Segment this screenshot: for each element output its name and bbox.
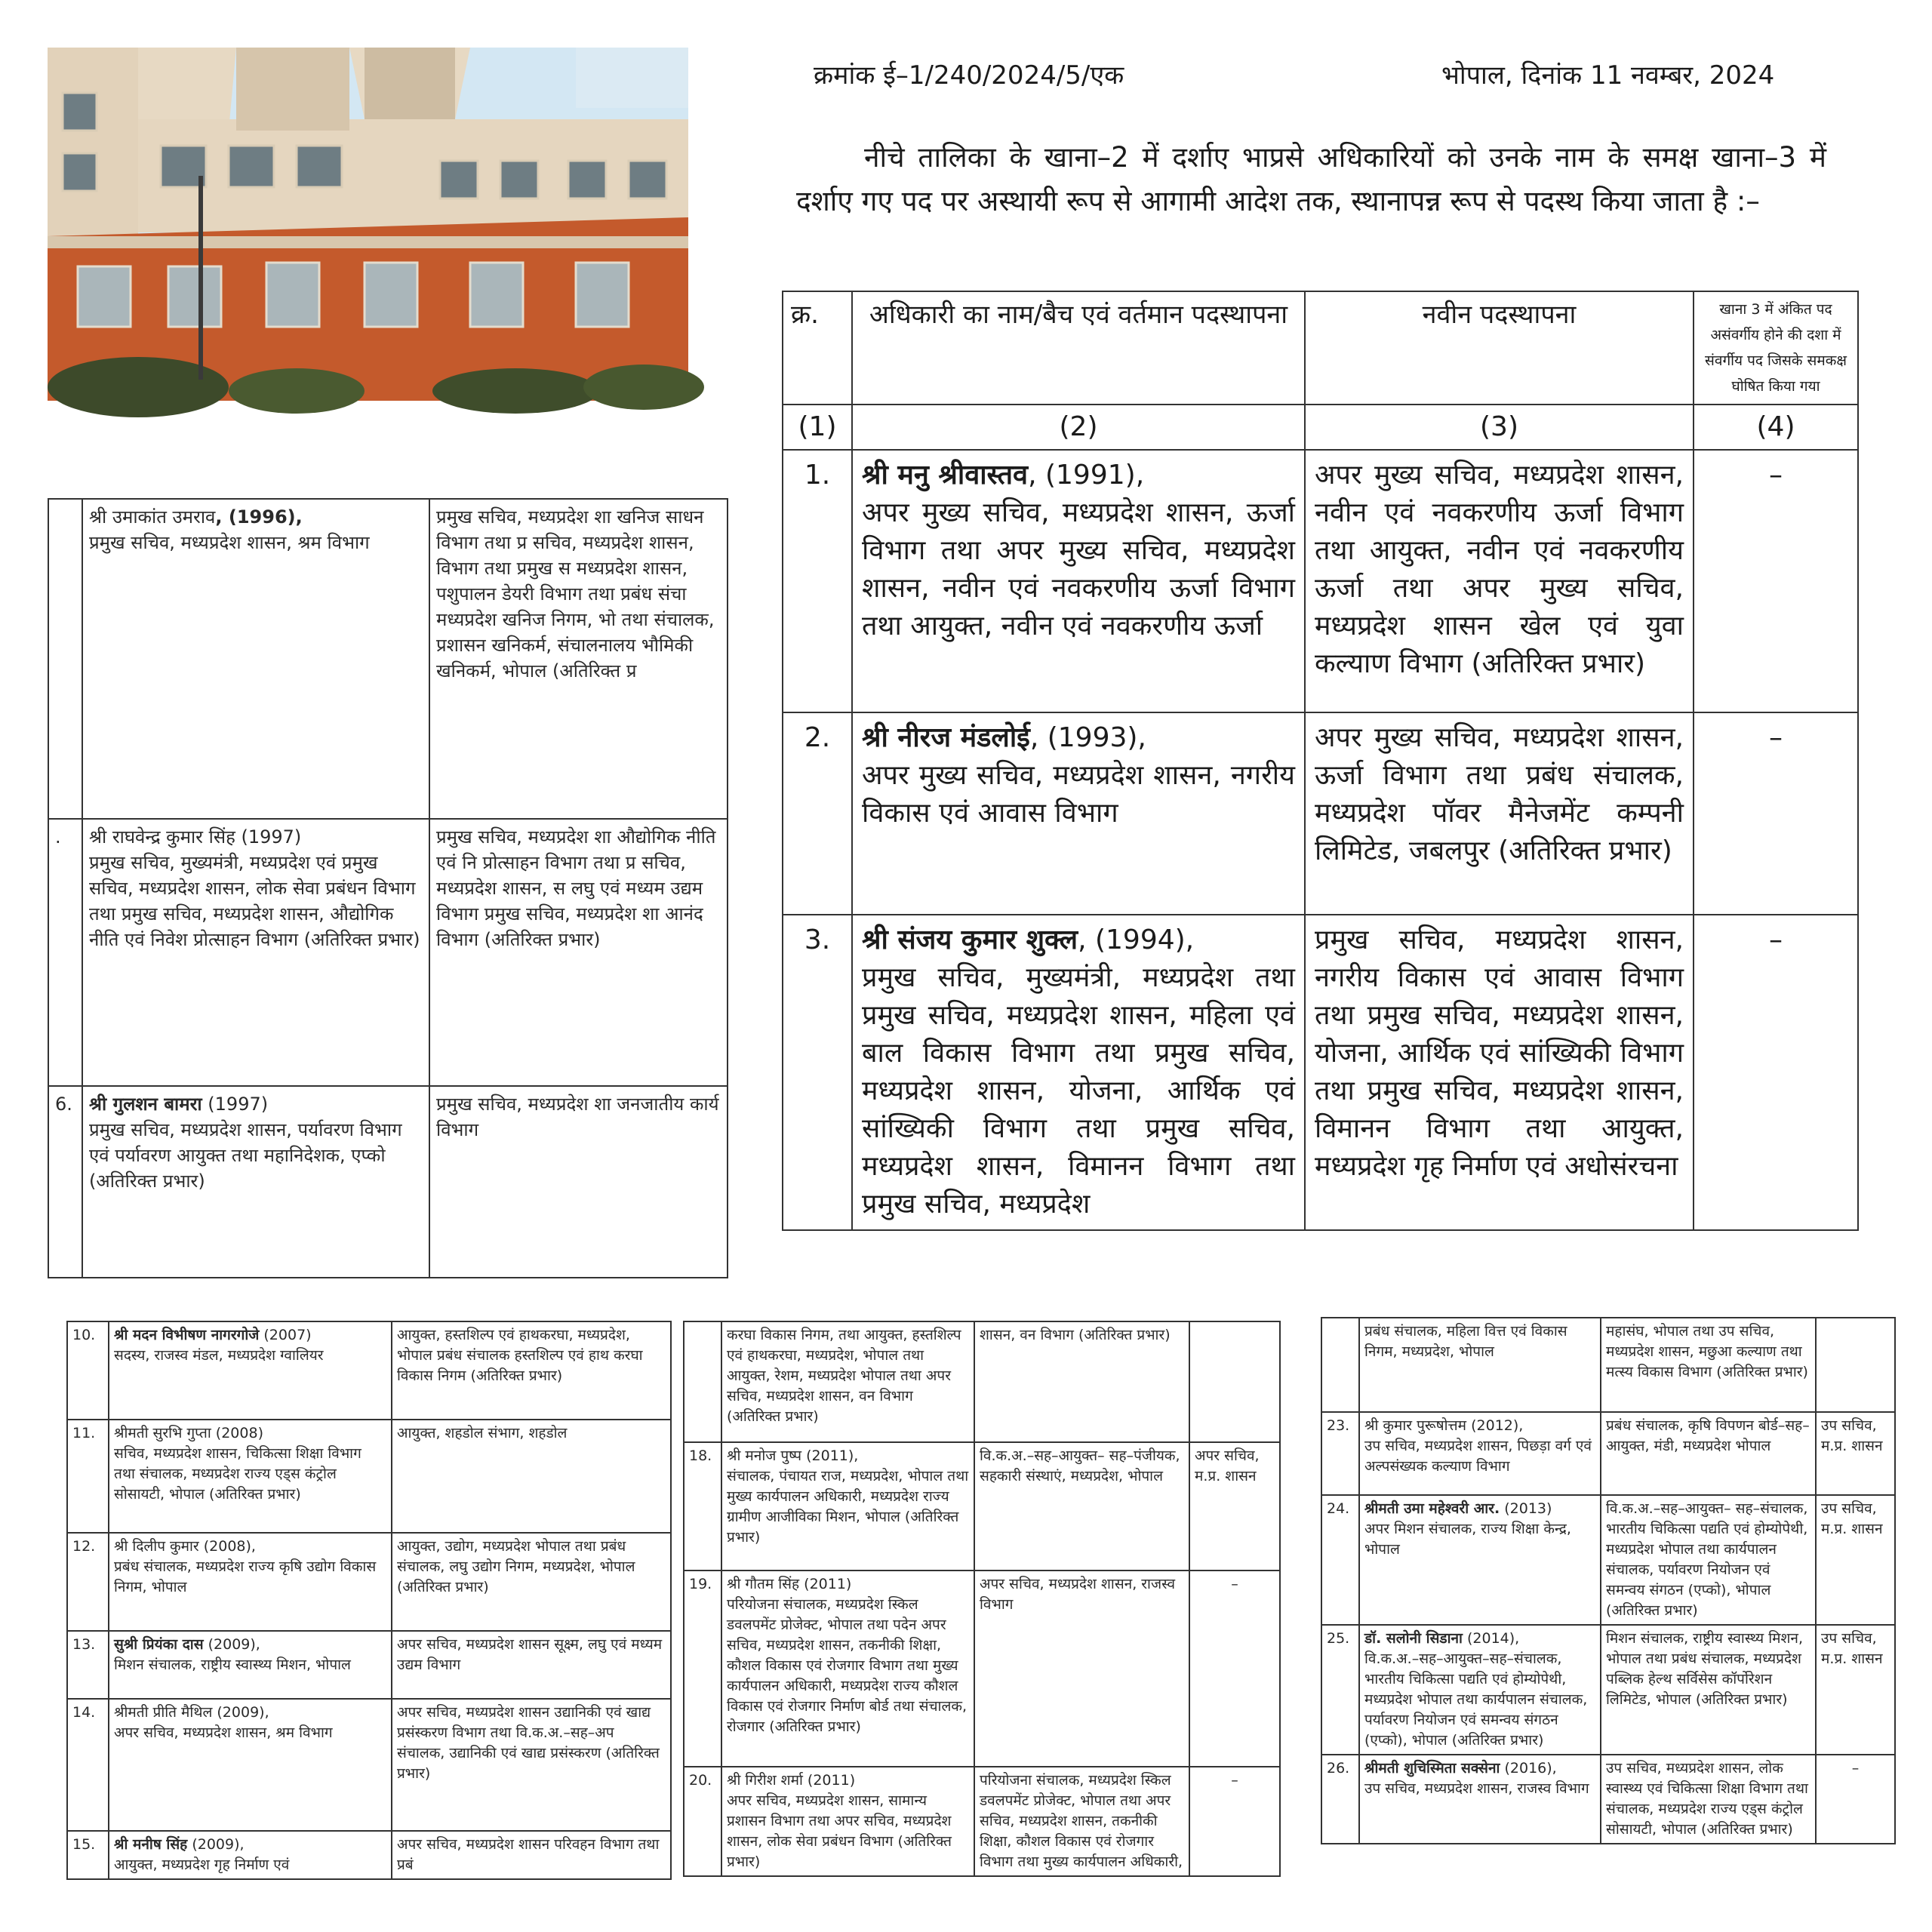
table-row <box>1321 1755 1895 1844</box>
table-row <box>783 915 1858 1230</box>
table-row <box>1321 1412 1895 1495</box>
officer-name: श्री राघवेन्द्र कुमार सिंह <box>89 826 235 848</box>
equivalent-post: अपर सचिव, म.प्र. शासन <box>1189 1442 1280 1571</box>
current-posting: प्रबंध संचालक, महिला वित्त एवं विकास निगम, मध्यप्रदेश, भोपाल <box>1359 1318 1601 1412</box>
current-posting: करघा विकास निगम, तथा आयुक्त, हस्तशिल्प एवं हाथकरघा, मध्यप्रदेश, भोपाल तथा आयुक्त, रेशम, मध्यप्रदेश भोपाल तथा अपर सचिव, मध्यप्रदेश शासन, वन विभाग (अतिरिक्त प्रभार) <box>721 1321 974 1442</box>
posting-table-fragment <box>1321 1317 1896 1844</box>
officer-name: श्री उमाकांत उमराव <box>89 506 216 528</box>
officer-name: श्री मनीष सिंह <box>114 1836 188 1853</box>
table-row <box>48 819 728 1086</box>
equivalent-post: उप सचिव, म.प्र. शासन <box>1816 1625 1895 1755</box>
current-posting: प्रमुख सचिव, मध्यप्रदेश शासन, श्रम विभाग <box>89 532 370 553</box>
new-posting: प्रमुख सचिव, मध्यप्रदेश शा खनिज साधन विभाग तथा प्र सचिव, मध्यप्रदेश शासन, विभाग तथा प्रमुख स मध्यप्रदेश शासन, पशुपालन डेयरी विभाग तथा प्रबंध संचा मध्यप्रदेश खनिज निगम, भो तथा संचालक, प्रशासन खनिकर्म, संचालनालय भौमिकी खनिकर्म, भोपाल (अतिरिक्त प्र <box>429 499 728 819</box>
serial-number <box>1321 1318 1359 1412</box>
table-row <box>783 712 1858 915</box>
officer-name: श्री गुलशन बामरा <box>89 1094 202 1115</box>
posting-table-fragment <box>66 1321 672 1880</box>
table-row <box>684 1571 1280 1767</box>
table-header-row <box>783 291 1858 405</box>
batch: (1997) <box>235 826 302 848</box>
equivalent-post: उप सचिव, म.प्र. शासन <box>1816 1412 1895 1495</box>
officer-cell <box>852 712 1305 915</box>
posting-table-fragment <box>48 498 728 1278</box>
batch: (2011), <box>801 1447 859 1464</box>
officer-cell <box>852 450 1305 712</box>
serial-number: 12. <box>67 1533 109 1631</box>
officer-cell <box>852 915 1305 1230</box>
serial-number: 6. <box>48 1086 82 1278</box>
building-illustration <box>48 48 688 401</box>
current-posting: प्रमुख सचिव, मुख्यमंत्री, मध्यप्रदेश एवं प्रमुख सचिव, मध्यप्रदेश शासन, लोक सेवा प्रबंधन विभाग तथा प्रमुख सचिव, मध्यप्रदेश शासन, औद्योगिक नीति एवं निवेश प्रोत्साहन विभाग (अतिरिक्त प्रभार) <box>89 852 420 950</box>
current-posting: अपर सचिव, मध्यप्रदेश शासन, सामान्य प्रशासन विभाग तथा अपर सचिव, मध्यप्रदेश शासन, लोक सेवा प्रबंधन विभाग (अतिरिक्त प्रभार) <box>727 1792 952 1870</box>
officer-cell <box>82 819 429 1086</box>
officer-name: श्री गिरीश शर्मा <box>727 1772 803 1789</box>
table-row <box>67 1631 671 1699</box>
order-fragment-bottom-left <box>66 1321 663 1894</box>
table-row <box>67 1831 671 1879</box>
new-posting: वि.क.अ.–सह–आयुक्त– सह–संचालक, भारतीय चिकित्सा पद्यति एवं होम्योपेथी, मध्यप्रदेश भोपाल तथा कार्यपालन संचालक, पर्यावरण नियोजन एवं समन्वय संगठन (एप्को), भोपाल (अतिरिक्त प्रभार) <box>1601 1495 1816 1625</box>
new-posting: परियोजना संचालक, मध्यप्रदेश स्किल डवलपमेंट प्रोजेक्ट, भोपाल तथा अपर सचिव, मध्यप्रदेश शासन, तकनीकी शिक्षा, कौशल विकास एवं रोजगार विभाग तथा मुख्य कार्यपालन अधिकारी, <box>974 1767 1189 1876</box>
order-number: क्रमांक ई–1/240/2024/5/एक <box>814 60 1124 91</box>
new-posting: अपर सचिव, मध्यप्रदेश शासन परिवहन विभाग तथा प्रबं <box>392 1831 671 1879</box>
serial-number: 26. <box>1321 1755 1359 1844</box>
new-posting: शासन, वन विभाग (अतिरिक्त प्रभार) <box>974 1321 1189 1442</box>
order-fragment-bottom-middle <box>683 1321 1279 1902</box>
officer-cell <box>721 1442 974 1571</box>
equivalent-post: – <box>1816 1755 1895 1844</box>
serial-number: 10. <box>67 1321 109 1420</box>
current-posting: आयुक्त, मध्यप्रदेश गृह निर्माण एवं <box>114 1857 290 1873</box>
table-row <box>67 1533 671 1631</box>
officer-cell <box>109 1420 392 1533</box>
current-posting: सदस्य, राजस्व मंडल, मध्यप्रदेश ग्वालियर <box>114 1347 324 1364</box>
serial-number: . <box>48 819 82 1086</box>
header-officer: अधिकारी का नाम/बैच एवं वर्तमान पदस्थापना <box>852 291 1305 405</box>
equivalent-post: – <box>1189 1767 1280 1876</box>
serial-number: 14. <box>67 1699 109 1831</box>
current-posting: प्रमुख सचिव, मध्यप्रदेश शासन, पर्यावरण विभाग एवं पर्यावरण आयुक्त तथा महानिदेशक, एप्को (अतिरिक्त प्रभार) <box>89 1119 402 1192</box>
officer-name: श्री मनोज पुष्प <box>727 1447 802 1464</box>
new-posting: मिशन संचालक, राष्ट्रीय स्वास्थ्य मिशन, भोपाल तथा प्रबंध संचालक, मध्यप्रदेश पब्लिक हेल्थ सर्विसेस कॉर्पोरेशन लिमिटेड, भोपाल (अतिरिक्त प्रभार) <box>1601 1625 1816 1755</box>
col-index: (2) <box>852 405 1305 450</box>
new-posting: प्रमुख सचिव, मध्यप्रदेश शा औद्योगिक नीति एवं नि प्रोत्साहन विभाग तथा प्र सचिव, मध्यप्रदेश शासन, स लघु एवं मध्यम उद्यम विभाग प्रमुख सचिव, मध्यप्रदेश शा आनंद विभाग (अतिरिक्त प्रभार) <box>429 819 728 1086</box>
serial-number: 2. <box>783 712 852 915</box>
table-row <box>67 1699 671 1831</box>
current-posting: प्रबंध संचालक, मध्यप्रदेश राज्य कृषि उद्योग विकास निगम, भोपाल <box>114 1558 377 1595</box>
batch: (2009), <box>187 1836 245 1853</box>
order-fragment-bottom-right <box>1321 1317 1894 1902</box>
batch: (2009), <box>212 1704 269 1721</box>
officer-name: श्री गौतम सिंह <box>727 1576 800 1592</box>
table-row <box>684 1442 1280 1571</box>
officer-name: श्रीमती प्रीति मैथिल <box>114 1704 213 1721</box>
officer-name: डॉ. सलोनी सिडाना <box>1364 1630 1463 1647</box>
new-posting: प्रबंध संचालक, कृषि विपणन बोर्ड–सह–आयुक्त, मंडी, मध्यप्रदेश भोपाल <box>1601 1412 1816 1495</box>
equivalent-post <box>1189 1321 1280 1442</box>
officer-cell <box>721 1767 974 1876</box>
equivalent-post: उप सचिव, म.प्र. शासन <box>1816 1495 1895 1625</box>
current-posting: उप सचिव, मध्यप्रदेश शासन, पिछड़ा वर्ग एवं अल्पसंख्यक कल्याण विभाग <box>1364 1438 1592 1475</box>
batch: (2012), <box>1466 1417 1524 1434</box>
new-posting: प्रमुख सचिव, मध्यप्रदेश शा जनजातीय कार्य विभाग <box>429 1086 728 1278</box>
officer-name: श्री नीरज मंडलोई <box>862 722 1030 753</box>
current-posting: अपर मुख्य सचिव, मध्यप्रदेश शासन, नगरीय विकास एवं आवास विभाग <box>862 760 1295 829</box>
serial-number: 24. <box>1321 1495 1359 1625</box>
equivalent-post: – <box>1694 450 1858 712</box>
batch: , (1994), <box>1078 924 1195 955</box>
building-photo <box>48 48 688 401</box>
equivalent-post: – <box>1189 1571 1280 1767</box>
table-row <box>783 450 1858 712</box>
current-posting: उप सचिव, मध्यप्रदेश शासन, राजस्व विभाग <box>1364 1780 1589 1797</box>
column-index-row <box>783 405 1858 450</box>
officer-name: श्रीमती सुरभि गुप्ता <box>114 1425 211 1441</box>
table-row <box>1321 1495 1895 1625</box>
current-posting: वि.क.अ.–सह–आयुक्त–सह–संचालक, भारतीय चिकित्सा पद्यति एवं होम्योपेथी, मध्यप्रदेश भोपाल तथा कार्यपालन संचालक, पर्यावरण नियोजन एवं समन्वय संगठन (एप्को), भोपाल (अतिरिक्त प्रभार) <box>1364 1651 1588 1749</box>
officer-cell <box>1359 1625 1601 1755</box>
new-posting: अपर सचिव, मध्यप्रदेश शासन, राजस्व विभाग <box>974 1571 1189 1767</box>
batch: (2008) <box>211 1425 263 1441</box>
batch: (2009), <box>203 1636 260 1653</box>
col-index: (3) <box>1305 405 1694 450</box>
serial-number: 15. <box>67 1831 109 1879</box>
batch: (2008), <box>198 1538 256 1555</box>
officer-name: श्रीमती शुचिस्मिता सक्सेना <box>1364 1760 1500 1777</box>
col-index: (1) <box>783 405 852 450</box>
officer-name: श्री दिलीप कुमार <box>114 1538 199 1555</box>
equivalent-post: – <box>1694 915 1858 1230</box>
current-posting: अपर सचिव, मध्यप्रदेश शासन, श्रम विभाग <box>114 1724 333 1741</box>
batch: , (1991), <box>1028 460 1145 491</box>
new-posting: अपर मुख्य सचिव, मध्यप्रदेश शासन, ऊर्जा विभाग तथा प्रबंध संचालक, मध्यप्रदेश पॉवर मैनेजमेंट कम्पनी लिमिटेड, जबलपुर (अतिरिक्त प्रभार) <box>1305 712 1694 915</box>
officer-cell <box>109 1831 392 1879</box>
equivalent-post: – <box>1694 712 1858 915</box>
officer-cell <box>109 1631 392 1699</box>
equivalent-post <box>1816 1318 1895 1412</box>
serial-number: 25. <box>1321 1625 1359 1755</box>
header-new-posting: नवीन पदस्थापना <box>1305 291 1694 405</box>
intro-paragraph: नीचे तालिका के खाना–2 में दर्शाए भाप्रसे अधिकारियों को उनके नाम के समक्ष खाना–3 में दर्शाए गए पद पर अस्थायी रूप से आगामी आदेश तक, स्थानापन्न रूप से पदस्थ किया जाता है :– <box>796 141 1826 217</box>
current-posting: मिशन संचालक, राष्ट्रीय स्वास्थ्य मिशन, भोपाल <box>114 1657 351 1673</box>
new-posting: उप सचिव, मध्यप्रदेश शासन, लोक स्वास्थ्य एवं चिकित्सा शिक्षा विभाग तथा संचालक, मध्यप्रदेश राज्य एड्स कंट्रोल सोसायटी, भोपाल (अतिरिक्त प्रभार) <box>1601 1755 1816 1844</box>
serial-number: 3. <box>783 915 852 1230</box>
batch: (2014), <box>1462 1630 1520 1647</box>
serial-number: 19. <box>684 1571 721 1767</box>
officer-name: श्री मनु श्रीवास्तव <box>862 460 1029 491</box>
current-posting: संचालक, पंचायत राज, मध्यप्रदेश, भोपाल तथा मुख्य कार्यपालन अधिकारी, मध्यप्रदेश राज्य ग्रामीण आजीविका मिशन, भोपाल (अतिरिक्त प्रभार) <box>727 1468 969 1546</box>
serial-number <box>684 1321 721 1442</box>
col-index: (4) <box>1694 405 1858 450</box>
current-posting: अपर मिशन संचालक, राज्य शिक्षा केन्द्र, भोपाल <box>1364 1521 1571 1558</box>
batch: (2011) <box>799 1576 852 1592</box>
header-sn: क्र. <box>783 291 852 405</box>
new-posting: अपर सचिव, मध्यप्रदेश शासन सूक्ष्म, लघु एवं मध्यम उद्यम विभाग <box>392 1631 671 1699</box>
new-posting: आयुक्त, शहडोल संभाग, शहडोल <box>392 1420 671 1533</box>
current-posting: सचिव, मध्यप्रदेश शासन, चिकित्सा शिक्षा विभाग तथा संचालक, मध्यप्रदेश राज्य एड्स कंट्रोल सोसायटी, भोपाल (अतिरिक्त प्रभार) <box>114 1445 361 1503</box>
new-posting: आयुक्त, उद्योग, मध्यप्रदेश भोपाल तथा प्रबंध संचालक, लघु उद्योग निगम, मध्यप्रदेश, भोपाल (अतिरिक्त प्रभार) <box>392 1533 671 1631</box>
new-posting: प्रमुख सचिव, मध्यप्रदेश शासन, नगरीय विकास एवं आवास विभाग तथा प्रमुख सचिव, मध्यप्रदेश शासन, योजना, आर्थिक एवं सांख्यिकी विभाग तथा प्रमुख सचिव, मध्यप्रदेश शासन, विमानन विभाग तथा आयुक्त, मध्यप्रदेश गृह निर्माण एवं अधोसंरचना <box>1305 915 1694 1230</box>
officer-cell <box>1359 1755 1601 1844</box>
new-posting: अपर मुख्य सचिव, मध्यप्रदेश शासन, नवीन एवं नवकरणीय ऊर्जा विभाग तथा आयुक्त, नवीन एवं नवकरणीय ऊर्जा तथा अपर मुख्य सचिव, मध्यप्रदेश शासन खेल एवं युवा कल्याण विभाग (अतिरिक्त प्रभार) <box>1305 450 1694 712</box>
batch: (1997) <box>202 1094 269 1115</box>
batch: (2013) <box>1500 1500 1552 1517</box>
batch: (2011) <box>802 1772 856 1789</box>
officer-name: श्री संजय कुमार शुक्ल <box>862 924 1078 955</box>
table-row <box>1321 1625 1895 1755</box>
serial-number: 13. <box>67 1631 109 1699</box>
officer-cell <box>1359 1412 1601 1495</box>
officer-name: श्री कुमार पुरूषोत्तम <box>1364 1417 1467 1434</box>
current-posting: अपर मुख्य सचिव, मध्यप्रदेश शासन, ऊर्जा विभाग तथा अपर मुख्य सचिव, मध्यप्रदेश शासन, नवीन एवं नवकरणीय ऊर्जा विभाग तथा आयुक्त, नवीन एवं नवकरणीय ऊर्जा <box>862 497 1295 641</box>
serial-number: 18. <box>684 1442 721 1571</box>
serial-number <box>48 499 82 819</box>
new-posting: वि.क.अ.–सह–आयुक्त– सह–पंजीयक, सहकारी संस्थाएं, मध्यप्रदेश, भोपाल <box>974 1442 1189 1571</box>
batch: (2016), <box>1500 1760 1557 1777</box>
serial-number: 20. <box>684 1767 721 1876</box>
officer-cell <box>82 1086 429 1278</box>
batch: , (1996), <box>215 506 303 528</box>
table-row <box>67 1420 671 1533</box>
serial-number: 1. <box>783 450 852 712</box>
new-posting: अपर सचिव, मध्यप्रदेश शासन उद्यानिकी एवं खाद्य प्रसंस्करण विभाग तथा वि.क.अ.–सह–अप संचालक, उद्यानिकी एवं खाद्य प्रसंस्करण (अतिरिक्त प्रभार) <box>392 1699 671 1831</box>
serial-number: 23. <box>1321 1412 1359 1495</box>
table-row <box>684 1321 1280 1442</box>
officer-cell <box>82 499 429 819</box>
officer-cell <box>109 1699 392 1831</box>
table-row <box>48 1086 728 1278</box>
place-date: भोपाल, दिनांक 11 नवम्बर, 2024 <box>1441 60 1775 91</box>
order-document <box>777 45 1887 1272</box>
order-fragment-left <box>48 498 719 1272</box>
current-posting: परियोजना संचालक, मध्यप्रदेश स्किल डवलपमेंट प्रोजेक्ट, भोपाल तथा पदेन अपर सचिव, मध्यप्रदेश शासन, तकनीकी शिक्षा, कौशल विकास एवं रोजगार विभाग तथा मुख्य कार्यपालन अधिकारी, मध्यप्रदेश राज्य कौशल विकास एवं रोजगार निर्माण बोर्ड तथा संचालक, रोजगार (अतिरिक्त प्रभार) <box>727 1596 967 1735</box>
batch: (2007) <box>259 1327 312 1343</box>
header-equivalent: खाना 3 में अंकित पद असंवर्गीय होने की दशा में संवर्गीय पद जिसके समकक्ष घोषित किया गया <box>1694 291 1858 405</box>
officer-cell <box>109 1533 392 1631</box>
officer-name: सुश्री प्रियंका दास <box>114 1636 204 1653</box>
current-posting: प्रमुख सचिव, मुख्यमंत्री, मध्यप्रदेश तथा प्रमुख सचिव, मध्यप्रदेश शासन, महिला एवं बाल विकास विभाग तथा प्रमुख सचिव, मध्यप्रदेश शासन, योजना, आर्थिक एवं सांख्यिकी विभाग तथा प्रमुख सचिव, मध्यप्रदेश शासन, विमानन विभाग तथा प्रमुख सचिव, मध्यप्रदेश <box>862 962 1295 1220</box>
officer-name: श्रीमती उमा महेश्वरी आर. <box>1364 1500 1500 1517</box>
batch: , (1993), <box>1029 722 1146 753</box>
officer-cell <box>721 1571 974 1767</box>
new-posting: आयुक्त, हस्तशिल्प एवं हाथकरघा, मध्यप्रदेश, भोपाल प्रबंध संचालक हस्तशिल्प एवं हाथ करघा विकास निगम (अतिरिक्त प्रभार) <box>392 1321 671 1420</box>
posting-table <box>782 291 1859 1231</box>
table-row <box>48 499 728 819</box>
officer-name: श्री मदन विभीषण नागरगोजे <box>114 1327 260 1343</box>
serial-number: 11. <box>67 1420 109 1533</box>
table-row <box>684 1767 1280 1876</box>
posting-table-fragment <box>683 1321 1281 1877</box>
table-row <box>1321 1318 1895 1412</box>
new-posting: महासंघ, भोपाल तथा उप सचिव, मध्यप्रदेश शासन, मछुआ कल्याण तथा मत्स्य विकास विभाग (अतिरिक्त प्रभार) <box>1601 1318 1816 1412</box>
officer-cell <box>109 1321 392 1420</box>
officer-cell <box>1359 1495 1601 1625</box>
table-row <box>67 1321 671 1420</box>
